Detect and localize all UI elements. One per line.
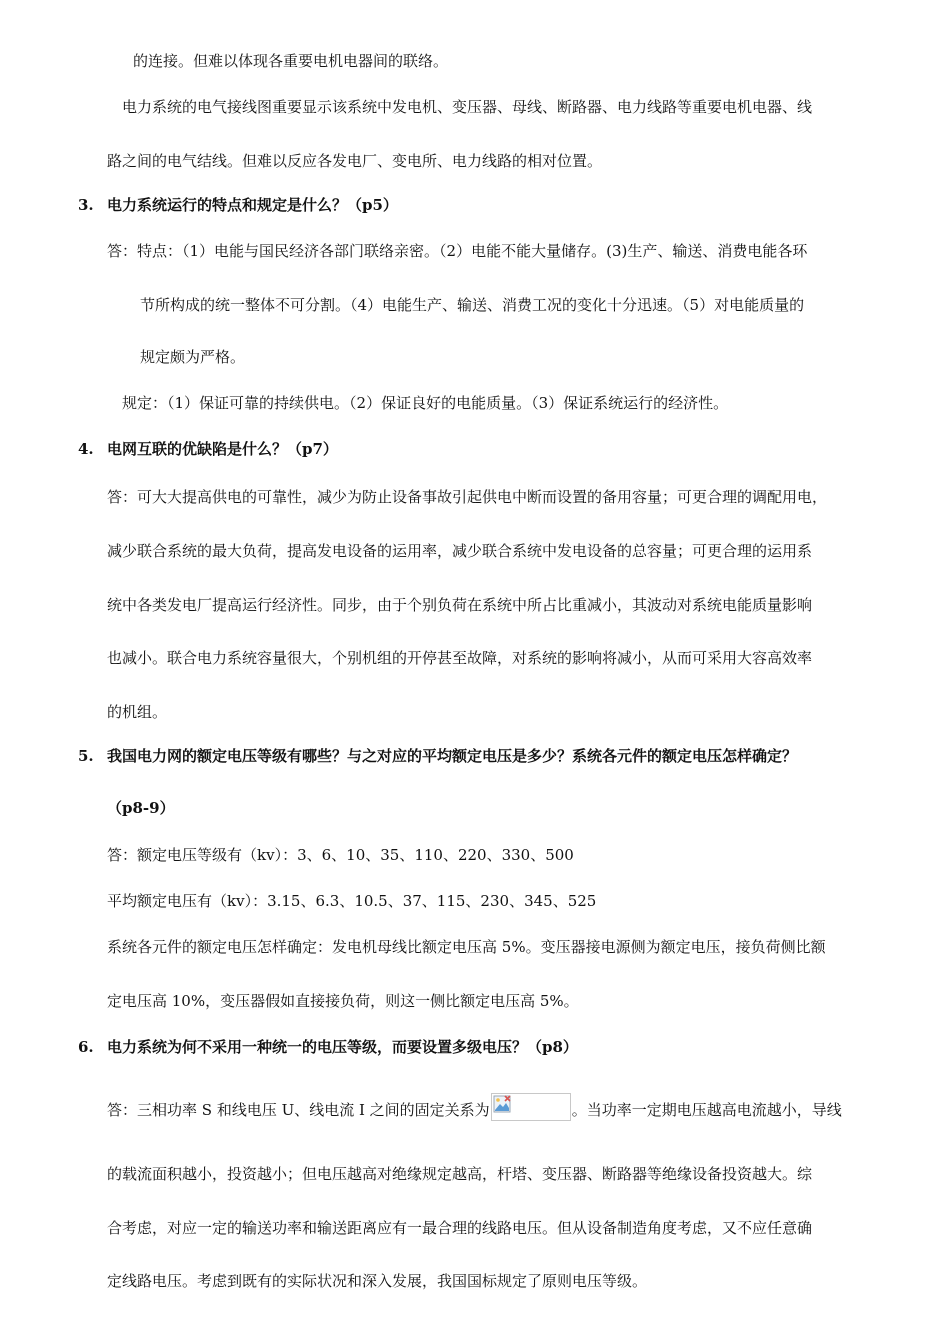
q6-answer-line-4: 定线路电压。考虑到既有的实际状况和深入发展，我国国标规定了原则电压等级。: [107, 1272, 648, 1290]
q3-answer-line-4: 规定：（1）保证可靠的持续供电。（2）保证良好的电能质量。（3）保证系统运行的经济性。: [122, 394, 729, 412]
formula-image: [491, 1093, 571, 1121]
q6-title: 电力系统为何不采用一种统一的电压等级，而要设置多级电压？（p8）: [107, 1038, 578, 1056]
q6-number: 6.: [78, 1038, 94, 1056]
q6-answer-line-1: [107, 1093, 842, 1121]
q4-answer-line-4: 也减小。联合电力系统容量很大，个别机组的开停甚至故障，对系统的影响将减小，从而可采用大容高效率: [107, 649, 813, 667]
q4-title: 电网互联的优缺陷是什么？（p7）: [107, 440, 338, 458]
q4-answer-line-3: 统中各类发电厂提高运行经济性。同步，由于个别负荷在系统中所占比重减小，其波动对系统电能质量影响: [107, 596, 813, 614]
q5-number: 5.: [78, 747, 94, 765]
q3-title: 电力系统运行的特点和规定是什么？（p5）: [107, 196, 398, 214]
q3-answer-line-3: 规定颇为严格。: [140, 348, 246, 366]
q6-answer-line-2: 的载流面积越小，投资越小；但电压越高对绝缘规定越高，杆塔、变压器、断路器等绝缘设备投资越大。综: [107, 1165, 813, 1183]
q4-answer-line-2: 减少联合系统的最大负荷，提高发电设备的运用率，减少联合系统中发电设备的总容量；可更合理的运用系: [107, 542, 813, 560]
intro-line-2: 电力系统的电气接线图重要显示该系统中发电机、变压器、母线、断路器、电力线路等重要电机电器、线: [122, 98, 813, 116]
q5-title: 我国电力网的额定电压等级有哪些？与之对应的平均额定电压是多少？系统各元件的额定电压怎样确定？: [107, 747, 798, 765]
q3-answer-line-1: 答：特点：（1）电能与国民经济各部门联络亲密。（2）电能不能大量储存。(3)生产、输送、消费电能各环: [107, 242, 808, 260]
q4-number: 4.: [78, 440, 94, 458]
broken-image-icon: [493, 1095, 511, 1113]
q4-answer-line-5: 的机组。: [107, 703, 168, 721]
q5-answer-line-4: 定电压高 10%，变压器假如直接接负荷，则这一侧比额定电压高 5%。: [107, 992, 579, 1010]
intro-line-1: 的连接。但难以体现各重要电机电器间的联络。: [133, 52, 449, 70]
intro-line-3: 路之间的电气结线。但难以反应各发电厂、变电所、电力线路的相对位置。: [107, 152, 603, 170]
q5-answer-line-3: 系统各元件的额定电压怎样确定：发电机母线比额定电压高 5%。变压器接电源侧为额定电压，接负荷侧比额: [107, 938, 826, 956]
q6-answer-line-1-prefix: 答：三相功率 S 和线电压 U、线电流 I 之间的固定关系为: [107, 1101, 490, 1119]
q6-answer-line-1-suffix: 。当功率一定期电压越高电流越小，导线: [571, 1101, 842, 1119]
q3-number: 3.: [78, 196, 94, 214]
q4-answer-line-1: 答：可大大提高供电的可靠性，减少为防止设备事故引起供电中断而设置的备用容量；可更合理的调配用电，: [107, 488, 828, 506]
q6-answer-line-3: 合考虑，对应一定的输送功率和输送距离应有一最合理的线路电压。但从设备制造角度考虑，又不应任意确: [107, 1219, 813, 1237]
q5-answer-line-2: 平均额定电压有（kv）：3.15、6.3、10.5、37、115、230、345、525: [107, 892, 597, 910]
q5-answer-line-1: 答：额定电压等级有（kv）：3、6、10、35、110、220、330、500: [107, 846, 574, 864]
q5-title-continued: （p8-9）: [107, 799, 175, 817]
q3-answer-line-2: 节所构成的统一整体不可分割。（4）电能生产、输送、消费工况的变化十分迅速。（5）对电能质量的: [140, 296, 805, 314]
